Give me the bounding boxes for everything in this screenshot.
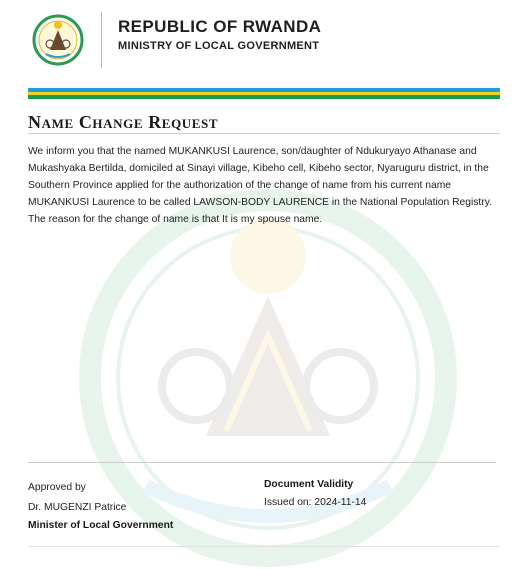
document-title: Name Change Request xyxy=(28,112,219,132)
header-divider xyxy=(101,12,102,68)
coat-of-arms-watermark-icon xyxy=(76,186,460,570)
flag-stripe-green xyxy=(28,95,500,99)
bottom-divider xyxy=(28,546,500,547)
issued-date: 2024-11-14 xyxy=(314,497,367,508)
approved-by-label: Approved by xyxy=(28,482,86,493)
document-body: We inform you that the named MUKANKUSI Laurence, son/daughter of Ndukuryayo Athanase and Mukashyaka Bertilda, domiciled at Sinayi village, Kibeho cell, Kibeho sector, Nyaruguru district, in the Southern Province applied for the authorization of the change of name from his current name MUKANKUSI Laurence to be called LAWSON-BODY LAURENCE in the National Population Registry. The reason for the change of name is that It is my spouse name. xyxy=(28,146,492,225)
republic-title: REPUBLIC OF RWANDA xyxy=(118,17,322,36)
approver-name: Dr. MUGENZI Patrice xyxy=(28,502,127,513)
issued-on-label: Issued on: xyxy=(264,497,312,508)
issued-on xyxy=(264,497,366,508)
ministry-title: MINISTRY OF LOCAL GOVERNMENT xyxy=(118,40,320,52)
approver-role: Minister of Local Government xyxy=(28,520,174,531)
coat-of-arms-icon xyxy=(32,14,84,66)
footer-divider xyxy=(28,462,496,463)
document-validity-label: Document Validity xyxy=(264,479,354,490)
title-divider xyxy=(28,133,500,134)
